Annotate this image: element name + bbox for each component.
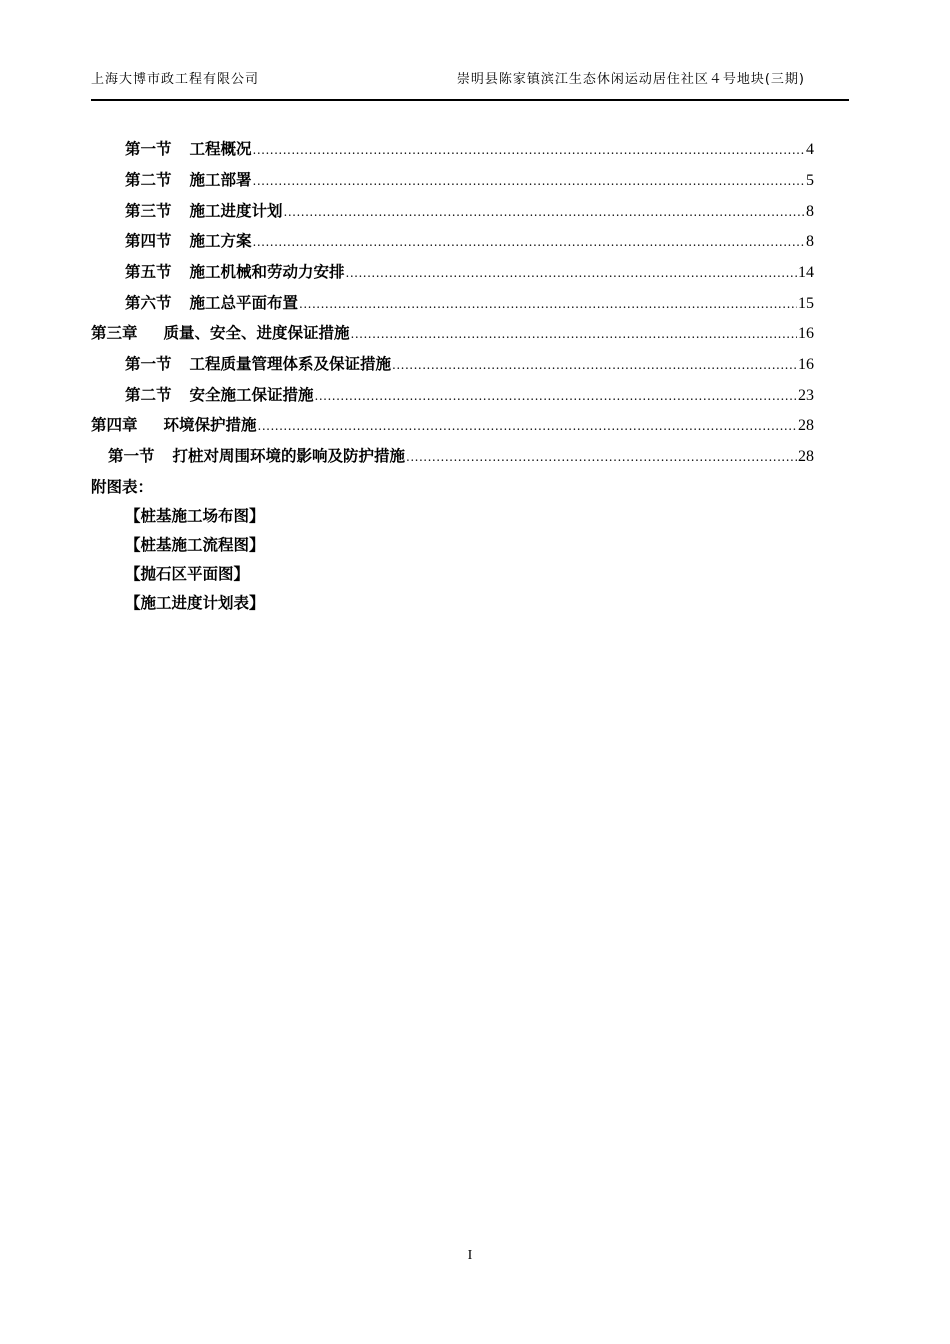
toc-entry-number: 第一节 bbox=[125, 355, 172, 373]
toc-entry[interactable] bbox=[125, 383, 814, 407]
toc-leader-dots bbox=[299, 297, 797, 311]
toc-entry-title: 环境保护措施 bbox=[163, 416, 257, 434]
toc-entry-page: 16 bbox=[798, 325, 814, 342]
toc-entry-title: 施工进度计划 bbox=[189, 202, 283, 220]
page-number: I bbox=[467, 1248, 473, 1263]
toc-entry-page: 8 bbox=[806, 233, 814, 250]
toc-entry-number: 第四章 bbox=[91, 416, 138, 434]
toc-entry-page: 8 bbox=[806, 203, 814, 220]
header-project-title: 崇明县陈家镇滨江生态休闲运动居住社区４号地块(三期) bbox=[456, 72, 805, 87]
toc-entry-title: 施工部署 bbox=[189, 171, 252, 189]
toc-entry[interactable] bbox=[125, 168, 814, 192]
toc-entry-title: 工程概况 bbox=[189, 140, 252, 158]
toc-entry-number: 第一节 bbox=[108, 447, 155, 465]
toc-entry-page: 15 bbox=[798, 295, 814, 312]
toc-entry-number: 第二节 bbox=[125, 171, 172, 189]
toc-entry-title: 安全施工保证措施 bbox=[189, 386, 314, 404]
toc-chapter-entry[interactable] bbox=[91, 413, 814, 437]
toc-leader-dots bbox=[258, 419, 797, 433]
toc-entry-number: 第五节 bbox=[125, 263, 172, 281]
toc-entry[interactable] bbox=[125, 137, 814, 161]
toc-chapter-entry[interactable] bbox=[91, 321, 814, 345]
toc-entry-number: 第三节 bbox=[125, 202, 172, 220]
toc-entry[interactable] bbox=[125, 291, 814, 315]
toc-leader-dots bbox=[315, 389, 797, 403]
attachment-item[interactable]: 【施工进度计划表】 bbox=[125, 594, 265, 612]
toc-entry-title: 施工方案 bbox=[189, 232, 252, 250]
toc-entry[interactable] bbox=[125, 199, 814, 223]
header-divider bbox=[91, 99, 849, 101]
toc-leader-dots bbox=[392, 358, 797, 372]
toc-entry-number: 第三章 bbox=[91, 324, 138, 342]
header-company: 上海大博市政工程有限公司 bbox=[91, 72, 260, 87]
toc-entry-page: 4 bbox=[806, 141, 814, 158]
toc-leader-dots bbox=[253, 235, 805, 249]
toc-entry-title: 质量、安全、进度保证措施 bbox=[163, 324, 350, 342]
attachments-heading: 附图表： bbox=[91, 478, 154, 496]
toc-entry-title: 施工总平面布置 bbox=[189, 294, 299, 312]
toc-leader-dots bbox=[406, 450, 797, 464]
toc-leader-dots bbox=[253, 174, 805, 188]
toc-entry-title: 施工机械和劳动力安排 bbox=[189, 263, 345, 281]
toc-entry[interactable] bbox=[125, 352, 814, 376]
toc-entry-page: 28 bbox=[798, 448, 814, 465]
attachment-item[interactable]: 【桩基施工场布图】 bbox=[125, 507, 265, 525]
attachment-item[interactable]: 【桩基施工流程图】 bbox=[125, 536, 265, 554]
toc-entry-number: 第六节 bbox=[125, 294, 172, 312]
toc-entry-page: 28 bbox=[798, 417, 814, 434]
toc-entry-number: 第二节 bbox=[125, 386, 172, 404]
toc-entry-page: 14 bbox=[798, 264, 814, 281]
toc-entry-number: 第一节 bbox=[125, 140, 172, 158]
toc-entry[interactable] bbox=[125, 229, 814, 253]
toc-leader-dots bbox=[253, 143, 805, 157]
toc-leader-dots bbox=[346, 266, 797, 280]
toc-leader-dots bbox=[284, 205, 805, 219]
toc-entry-title: 打桩对周围环境的影响及防护措施 bbox=[172, 447, 406, 465]
attachment-item[interactable]: 【抛石区平面图】 bbox=[125, 565, 250, 583]
toc-entry-page: 23 bbox=[798, 387, 814, 404]
toc-entry-page: 16 bbox=[798, 356, 814, 373]
toc-entry[interactable] bbox=[108, 444, 814, 468]
toc-entry[interactable] bbox=[125, 260, 814, 284]
toc-entry-page: 5 bbox=[806, 172, 814, 189]
toc-leader-dots bbox=[351, 327, 797, 341]
toc-entry-title: 工程质量管理体系及保证措施 bbox=[189, 355, 392, 373]
toc-entry-number: 第四节 bbox=[125, 232, 172, 250]
